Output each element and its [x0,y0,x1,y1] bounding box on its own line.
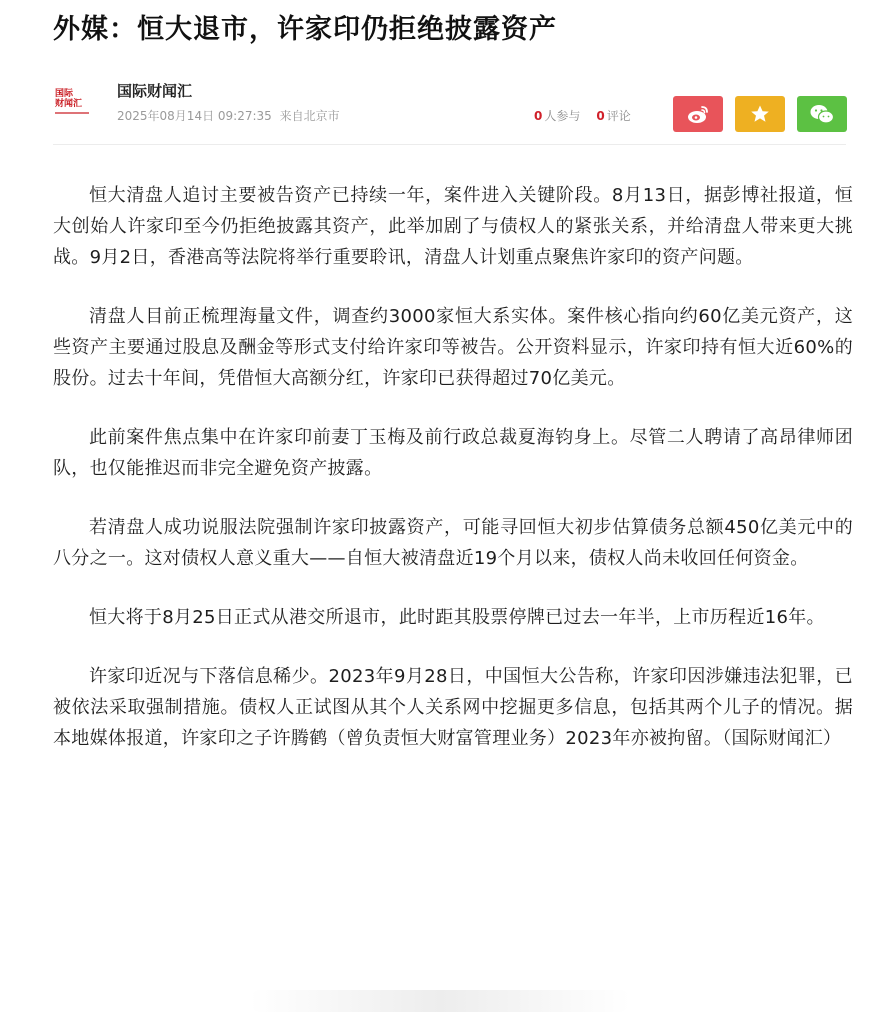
article-paragraph: 恒大清盘人追讨主要被告资产已持续一年，案件进入关键阶段。8月13日，据彭博社报道，恒大创始人许家印至今仍拒绝披露其资产，此举加剧了与债权人的紧张关系，并给清盘人带来更大挑战。9月2日，香港高等法院将举行重要聆讯，清盘人计划重点聚焦许家印的资产问题。 [53,185,853,268]
wechat-icon [809,103,835,125]
participants-link[interactable] [534,107,580,124]
logo-text-line2: 财闻汇 [55,98,83,109]
comments-label: 评论 [606,109,631,123]
weibo-icon [686,104,710,124]
article-paragraph: 许家印近况与下落信息稀少。2023年9月28日，中国恒大公告称，许家印因涉嫌违法犯罪，已被依法采取强制措施。债权人正试图从其个人关系网中挖掘更多信息，包括其两个儿子的情况。据本地媒体报道，许家印之子许腾鹤（曾负责恒大财富管理业务）2023年亦被拘留。（国际财闻汇） [53,666,853,749]
article-paragraph: 恒大将于8月25日正式从港交所退市，此时距其股票停牌已过去一年半，上市历程近16年。 [89,607,825,628]
comments-count: 0 [596,109,605,123]
article-meta [117,107,344,124]
article-paragraph: 若清盘人成功说服法院强制许家印披露资产，可能寻回恒大初步估算债务总额450亿美元中的八分之一。这对债权人意义重大——自恒大被清盘近19个月以来，债权人尚未收回任何资金。 [53,517,853,569]
article-title: 外媒：恒大退市，许家印仍拒绝披露资产 [53,14,557,45]
source-logo[interactable] [55,84,97,118]
article-body [53,180,853,782]
logo-underline [55,112,89,114]
participants-count: 0 [534,109,543,123]
article-paragraph: 此前案件焦点集中在许家印前妻丁玉梅及前行政总裁夏海钧身上。尽管二人聘请了高昂律师团队，也仅能推迟而非完全避免资产披露。 [53,427,853,479]
logo-text-line1: 国际 [55,88,74,99]
source-name[interactable]: 国际财闻汇 [117,82,193,100]
share-wechat-button[interactable] [797,96,847,132]
publish-datetime: 2025年08月14日 09:27:35 [117,109,272,123]
favorite-button[interactable] [735,96,785,132]
share-weibo-button[interactable] [673,96,723,132]
comments-link[interactable] [596,107,630,124]
participants-label: 人参与 [544,109,581,123]
star-icon [750,104,770,124]
publish-location: 来自北京市 [279,109,340,123]
engagement-counts [534,107,631,124]
header-divider [53,144,846,145]
article-paragraph: 清盘人目前正梳理海量文件，调查约3000家恒大系实体。案件核心指向约60亿美元资产，这些资产主要通过股息及酬金等形式支付给许家印等被告。公开资料显示，许家印持有恒大近60%的股份。过去十年间，凭借恒大高额分红，许家印已获得超过70亿美元。 [53,306,853,389]
watermark-blur [250,990,630,1012]
